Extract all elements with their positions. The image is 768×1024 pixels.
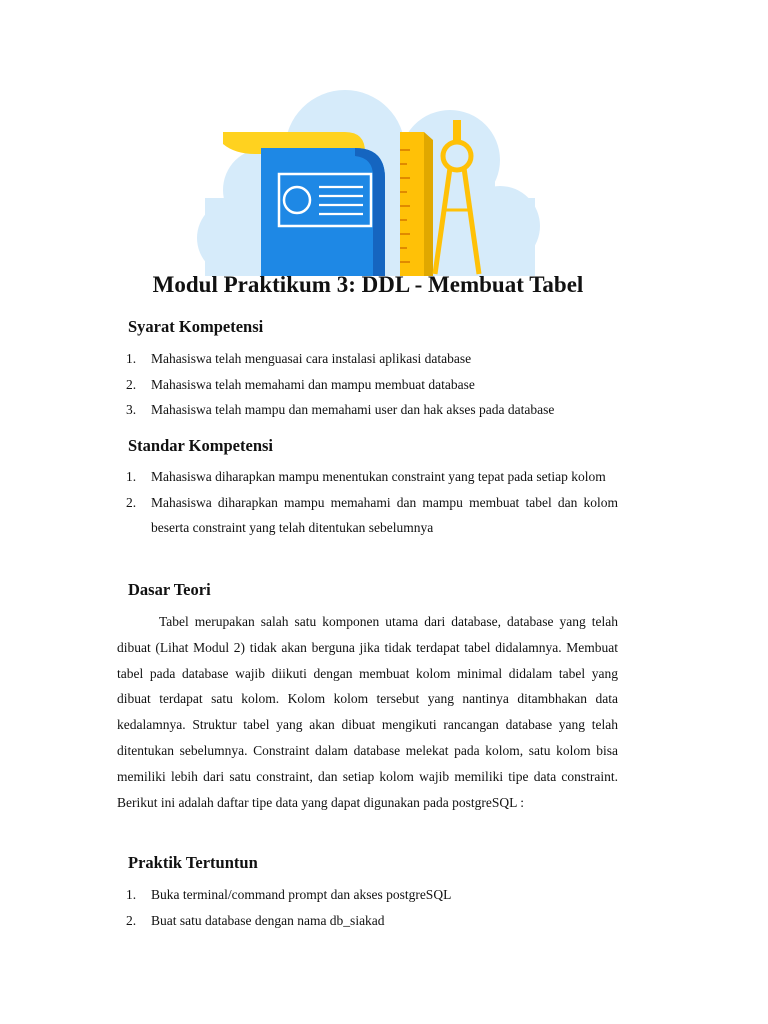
list-item: 2. Mahasiswa telah memahami dan mampu membuat database xyxy=(126,376,475,392)
heading-praktik-tertuntun: Praktik Tertuntun xyxy=(128,853,258,872)
heading-dasar-teori: Dasar Teori xyxy=(128,580,211,599)
list-standar-kompetensi xyxy=(128,464,618,541)
page-title: Modul Praktikum 3: DDL - Membuat Tabel xyxy=(152,272,584,297)
list-item: 2. Buat satu database dengan nama db_siakad xyxy=(126,912,385,928)
heading-standar-kompetensi: Standar Kompetensi xyxy=(128,436,274,455)
list-praktik-tertuntun xyxy=(128,882,618,933)
list-syarat-kompetensi xyxy=(128,346,618,423)
list-item: 3. Mahasiswa telah mampu dan memahami user dan hak akses pada database xyxy=(126,402,555,417)
list-item: 1. Buka terminal/command prompt dan akses postgreSQL xyxy=(126,887,452,902)
ruler-icon xyxy=(400,132,433,276)
list-item: 1. Mahasiswa diharapkan mampu menentukan constraint yang tepat pada setiap kolom xyxy=(126,469,606,484)
list-item: 1. Mahasiswa telah menguasai cara instalasi aplikasi database xyxy=(126,351,472,366)
heading-syarat-kompetensi: Syarat Kompetensi xyxy=(128,317,264,336)
paragraph-dasar-teori: Tabel merupakan salah satu komponen utama dari database, database yang telah dibuat (Lihat Modul 2) tidak akan berguna jika tidak terdapat tabel didalamnya. Membuat tabel pada database wajib diikuti dengan membuat kolom minimal didalam tabel yang dibuat terdapat satu kolom. Kolom kolom tersebut yang nantinya ditambhakan data kedalamnya. Struktur tabel yang akan dibuat mengikuti rancangan database yang telah ditentukan sebelumnya. Constraint dalam database melekat pada kolom, satu kolom bisa memiliki lebih dari satu constraint, dan setiap kolom wajib memiliki tipe data constraint. Berikut ini adalah daftar tipe data yang dapat digunakan pada postgreSQL : xyxy=(117,614,618,810)
database-book-illustration xyxy=(195,88,540,276)
list-item: 2. Mahasiswa diharapkan mampu memahami dan mampu membuat tabel dan kolom beserta constraint yang telah ditentukan sebelumnya xyxy=(126,494,618,535)
